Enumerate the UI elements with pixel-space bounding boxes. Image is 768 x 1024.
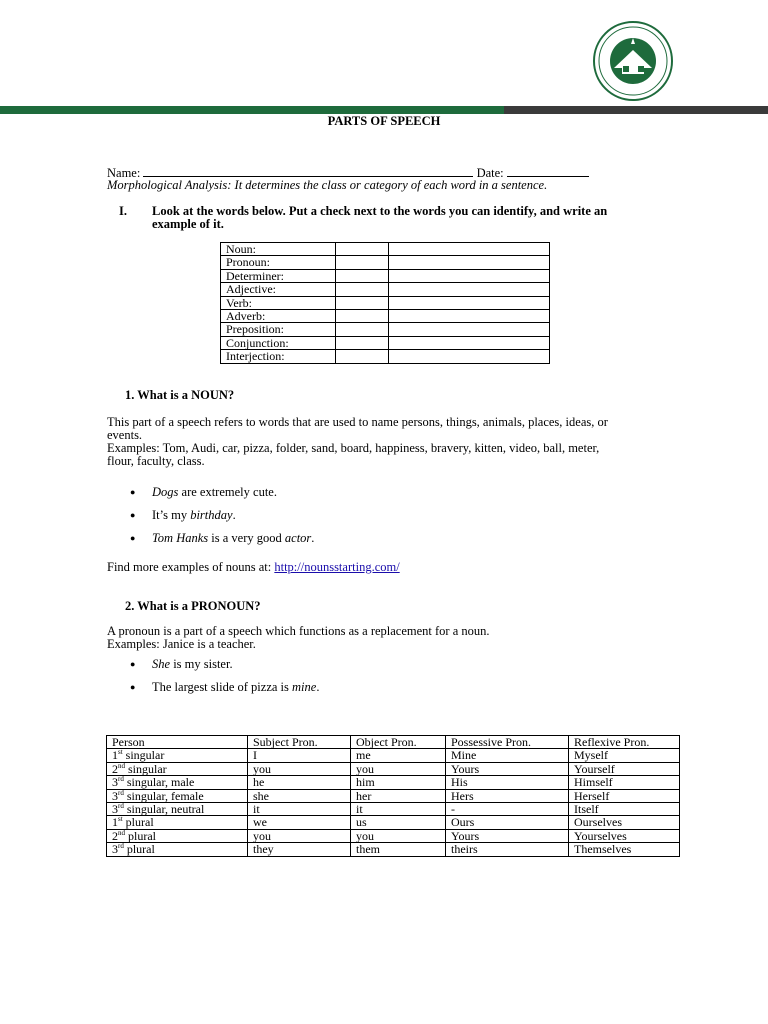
word-label-cell: Conjunction: [221,336,336,349]
word-check-row [221,323,550,336]
pronoun-example-2-pronoun: mine [292,680,317,694]
word-label-cell: Noun: [221,243,336,256]
check-cell[interactable] [336,336,389,349]
pronoun-definition: A pronoun is a part of a speech which functions as a replacement for a noun. [107,624,490,638]
word-check-row [221,296,550,309]
date-label: Date: [476,166,504,180]
noun-example-1-text: are extremely cute. [178,485,277,499]
pronoun-cell: - [446,803,569,816]
pronoun-cell: they [248,843,351,856]
check-cell[interactable] [336,283,389,296]
word-check-row [221,269,550,282]
pronoun-example-2-period: . [316,680,320,694]
pronoun-example-2-text: The largest slide of pizza is [152,680,293,694]
person-number: 3 [112,775,118,790]
pronoun-cell: Herself [569,789,680,802]
pronoun-cell: Yours [446,762,569,775]
noun-example-3-period: . [311,531,315,545]
pronoun-cell: them [351,843,446,856]
pronoun-table-row [107,816,680,829]
pronoun-table-header-cell: Object Pron. [351,736,446,749]
example-cell[interactable] [389,256,550,269]
name-field[interactable] [143,166,473,177]
person-ordinal-suffix: nd [118,828,125,837]
person-number: 3 [112,802,118,817]
noun-definition-line1: This part of a speech refers to words that are used to name persons, things, animals, places, ideas, or [107,415,608,429]
pronoun-examples: Examples: Janice is a teacher. [107,637,256,651]
word-check-table [220,242,550,364]
more-examples-line [107,561,400,574]
pronoun-table-row [107,843,680,856]
pronoun-cell: she [248,789,351,802]
word-label-cell: Preposition: [221,323,336,336]
pronoun-cell: you [248,762,351,775]
bullet-icon: ● [130,659,136,669]
pronoun-cell: Themselves [569,843,680,856]
page-title: PARTS OF SPEECH [327,114,441,128]
pronoun-cell: it [248,803,351,816]
noun-example-3-noun: Tom Hanks [152,531,209,545]
header-green-bar [0,106,504,114]
check-cell[interactable] [336,269,389,282]
noun-examples-line1: Examples: Tom, Audi, car, pizza, folder, sand, board, happiness, bravery, kitten, video, ball, meter, [107,441,600,455]
pronoun-table-row [107,829,680,842]
person-cell [107,789,248,802]
pronoun-table-row [107,749,680,762]
pronoun-example-2 [152,681,319,694]
noun-example-2-noun: birthday [190,508,233,522]
pronoun-cell: Hers [446,789,569,802]
word-check-row [221,350,550,363]
noun-definition-line2: events. [107,428,143,442]
pronoun-cell: we [248,816,351,829]
pronoun-table-header-row [107,736,680,749]
pronoun-table-header-cell: Subject Pron. [248,736,351,749]
example-cell[interactable] [389,296,550,309]
pronoun-example-1-pronoun: She [152,657,171,671]
noun-example-2-text: It’s my [152,508,191,522]
word-check-row [221,310,550,323]
example-cell[interactable] [389,323,550,336]
person-number: 1 [112,748,118,763]
pronoun-cell: him [351,776,446,789]
person-number: 2 [112,761,118,776]
person-ordinal-suffix: rd [118,788,124,797]
pronoun-cell: you [351,829,446,842]
pronoun-cell: theirs [446,843,569,856]
pronoun-table-row [107,776,680,789]
pronoun-table-row [107,762,680,775]
noun-example-1-noun: Dogs [152,485,179,499]
example-cell[interactable] [389,310,550,323]
word-label-cell: Verb: [221,296,336,309]
noun-example-3-text: is a very good [208,531,285,545]
word-label-cell: Adverb: [221,310,336,323]
person-cell [107,829,248,842]
name-label: Name: [107,166,141,180]
person-number: 3 [112,788,118,803]
pronoun-cell: us [351,816,446,829]
word-check-row [221,243,550,256]
pronoun-example-1-text: is my sister. [170,657,233,671]
header-dark-bar [504,106,768,114]
person-ordinal-suffix: st [118,748,123,757]
word-label-cell: Determiner: [221,269,336,282]
person-cell [107,816,248,829]
pronoun-cell: Ourselves [569,816,680,829]
bullet-icon: ● [130,533,136,543]
noun-example-1 [152,486,277,499]
section-instruction-line2: example of it. [152,217,224,231]
person-ordinal-suffix: rd [118,802,124,811]
person-label: singular, female [123,788,204,803]
noun-example-2-period: . [232,508,236,522]
check-cell[interactable] [336,243,389,256]
section-numeral: I. [119,204,127,218]
person-label: plural [125,828,156,843]
person-ordinal-suffix: rd [118,842,124,851]
pronoun-cell: her [351,789,446,802]
person-cell [107,776,248,789]
word-label-cell: Interjection: [221,350,336,363]
word-check-row [221,256,550,269]
school-seal-logo [592,20,674,102]
bullet-icon: ● [130,487,136,497]
noun-examples-line2: flour, faculty, class. [107,454,205,468]
person-label: singular, neutral [123,802,205,817]
word-label-cell: Pronoun: [221,256,336,269]
person-ordinal-suffix: rd [118,775,124,784]
person-cell [107,749,248,762]
person-label: singular [122,748,165,763]
noun-definition [107,416,667,468]
pronoun-cell: His [446,776,569,789]
pronoun-heading: 2. What is a PRONOUN? [125,599,261,613]
pronoun-cell: Himself [569,776,680,789]
person-number: 1 [112,815,118,830]
word-label-cell: Adjective: [221,283,336,296]
check-cell[interactable] [336,310,389,323]
pronoun-cell: Mine [446,749,569,762]
noun-example-2 [152,509,236,522]
noun-heading: 1. What is a NOUN? [125,388,235,402]
pronoun-cell: you [351,762,446,775]
more-examples-text: Find more examples of nouns at: [107,560,275,574]
pronoun-table-header-cell: Person [107,736,248,749]
person-number: 3 [112,842,118,857]
pronoun-cell: Yourself [569,762,680,775]
date-field[interactable] [507,166,589,177]
person-cell [107,803,248,816]
noun-example-3-noun2: actor [284,531,312,545]
pronoun-cell: Yourselves [569,829,680,842]
nouns-link[interactable]: http://nounsstarting.com/ [274,560,400,574]
check-cell[interactable] [336,256,389,269]
person-ordinal-suffix: nd [118,761,125,770]
person-number: 2 [112,828,118,843]
pronoun-cell: he [248,776,351,789]
example-cell[interactable] [389,243,550,256]
pronoun-cell: Myself [569,749,680,762]
check-cell[interactable] [336,350,389,363]
person-cell [107,843,248,856]
pronoun-cell: you [248,829,351,842]
check-cell[interactable] [336,323,389,336]
noun-example-3 [152,532,314,545]
pronoun-table-row [107,789,680,802]
morphological-analysis-note: Morphological Analysis: It determines the class or category of each word in a sentence. [107,178,548,192]
person-ordinal-suffix: st [118,815,123,824]
pronoun-cell: me [351,749,446,762]
pronoun-cell: Ours [446,816,569,829]
word-check-row [221,283,550,296]
pronoun-cell: Itself [569,803,680,816]
section-instruction-line1: Look at the words below. Put a check next to the words you can identify, and write an [152,204,608,218]
example-cell[interactable] [389,283,550,296]
person-label: plural [123,842,155,857]
person-label: singular [125,761,167,776]
pronoun-table-row [107,803,680,816]
pronoun-cell: I [248,749,351,762]
example-cell[interactable] [389,336,550,349]
pronoun-table [106,735,680,857]
pronoun-table-header-cell: Reflexive Pron. [569,736,680,749]
pronoun-cell: it [351,803,446,816]
example-cell[interactable] [389,350,550,363]
bullet-icon: ● [130,510,136,520]
pronoun-table-header-cell: Possessive Pron. [446,736,569,749]
person-label: plural [122,815,154,830]
check-cell[interactable] [336,296,389,309]
word-check-row [221,336,550,349]
pronoun-example-1 [152,658,233,671]
bullet-icon: ● [130,682,136,692]
pronoun-cell: Yours [446,829,569,842]
person-label: singular, male [123,775,195,790]
person-cell [107,762,248,775]
example-cell[interactable] [389,269,550,282]
